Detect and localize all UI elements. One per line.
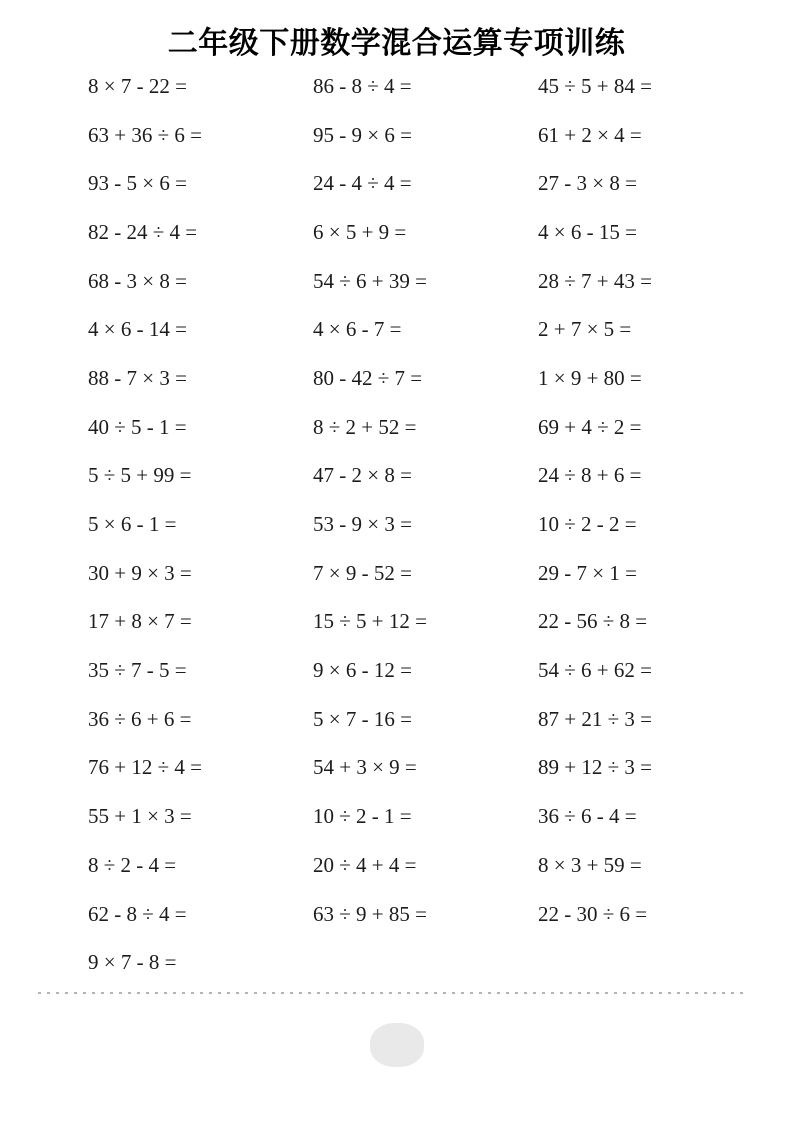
- math-problem: 9 × 7 - 8 =: [88, 950, 177, 975]
- math-problem: 2 + 7 × 5 =: [538, 317, 632, 342]
- math-problem: 6 × 5 + 9 =: [313, 219, 407, 244]
- math-problem: 89 + 12 ÷ 3 =: [538, 755, 652, 780]
- math-problem: 7 × 9 - 52 =: [313, 560, 412, 585]
- math-problem: 27 - 3 × 8 =: [538, 171, 637, 196]
- math-problem: 54 ÷ 6 + 62 =: [538, 658, 652, 683]
- problem-grid: [0, 62, 793, 987]
- math-problem: 10 ÷ 2 - 1 =: [313, 804, 412, 829]
- problem-row: [88, 257, 793, 306]
- math-problem: 95 - 9 × 6 =: [313, 122, 412, 147]
- math-problem: 82 - 24 ÷ 4 =: [88, 219, 198, 244]
- math-problem: 24 - 4 ÷ 4 =: [313, 171, 412, 196]
- problem-row: [88, 938, 793, 987]
- page-break-divider: [38, 992, 745, 994]
- math-problem: 5 × 7 - 16 =: [313, 706, 412, 731]
- math-problem: 76 + 12 ÷ 4 =: [88, 755, 202, 780]
- problem-row: [88, 403, 793, 452]
- math-problem: 61 + 2 × 4 =: [538, 122, 642, 147]
- math-problem: 8 ÷ 2 - 4 =: [88, 852, 177, 877]
- problem-row: [88, 208, 793, 257]
- math-problem: 30 + 9 × 3 =: [88, 560, 192, 585]
- math-problem: 47 - 2 × 8 =: [313, 463, 412, 488]
- math-problem: 45 ÷ 5 + 84 =: [538, 73, 652, 98]
- math-problem: 4 × 6 - 7 =: [313, 317, 402, 342]
- math-problem: 28 ÷ 7 + 43 =: [538, 268, 652, 293]
- math-problem: 63 + 36 ÷ 6 =: [88, 122, 202, 147]
- math-problem: 53 - 9 × 3 =: [313, 512, 412, 537]
- math-problem: 15 ÷ 5 + 12 =: [313, 609, 427, 634]
- problem-row: [88, 111, 793, 160]
- math-problem: 10 ÷ 2 - 2 =: [538, 512, 637, 537]
- problem-row: [88, 452, 793, 501]
- math-problem: 55 + 1 × 3 =: [88, 804, 192, 829]
- problem-row: [88, 890, 793, 939]
- problem-row: [88, 646, 793, 695]
- math-problem: 36 ÷ 6 + 6 =: [88, 706, 192, 731]
- math-problem: 1 × 9 + 80 =: [538, 365, 642, 390]
- problem-row: [88, 549, 793, 598]
- math-problem: 29 - 7 × 1 =: [538, 560, 637, 585]
- math-problem: 4 × 6 - 14 =: [88, 317, 187, 342]
- problem-row: [88, 792, 793, 841]
- math-problem: 35 ÷ 7 - 5 =: [88, 658, 187, 683]
- math-problem: 8 × 3 + 59 =: [538, 852, 642, 877]
- math-problem: 54 ÷ 6 + 39 =: [313, 268, 427, 293]
- worksheet-title: 二年级下册数学混合运算专项训练: [167, 27, 626, 60]
- problem-row: [88, 62, 793, 111]
- problem-row: [88, 305, 793, 354]
- problem-row: [88, 744, 793, 793]
- math-problem: 5 × 6 - 1 =: [88, 512, 177, 537]
- math-problem: 87 + 21 ÷ 3 =: [538, 706, 652, 731]
- math-problem: 88 - 7 × 3 =: [88, 365, 187, 390]
- math-problem: 62 - 8 ÷ 4 =: [88, 901, 187, 926]
- math-problem: 20 ÷ 4 + 4 =: [313, 852, 417, 877]
- footer-placeholder-blob: [370, 1023, 424, 1067]
- math-problem: 5 ÷ 5 + 99 =: [88, 463, 192, 488]
- math-problem: 80 - 42 ÷ 7 =: [313, 365, 423, 390]
- problem-row: [88, 354, 793, 403]
- math-problem: 36 ÷ 6 - 4 =: [538, 804, 637, 829]
- math-problem: 17 + 8 × 7 =: [88, 609, 192, 634]
- problem-row: [88, 159, 793, 208]
- problem-row: [88, 598, 793, 647]
- math-problem: 22 - 56 ÷ 8 =: [538, 609, 648, 634]
- math-problem: 54 + 3 × 9 =: [313, 755, 417, 780]
- math-problem: 22 - 30 ÷ 6 =: [538, 901, 648, 926]
- math-problem: 40 ÷ 5 - 1 =: [88, 414, 187, 439]
- math-problem: 9 × 6 - 12 =: [313, 658, 412, 683]
- math-problem: 8 ÷ 2 + 52 =: [313, 414, 417, 439]
- problem-row: [88, 695, 793, 744]
- problem-row: [88, 500, 793, 549]
- math-problem: 93 - 5 × 6 =: [88, 171, 187, 196]
- math-problem: 68 - 3 × 8 =: [88, 268, 187, 293]
- math-problem: 8 × 7 - 22 =: [88, 73, 187, 98]
- problem-row: [88, 841, 793, 890]
- math-problem: 69 + 4 ÷ 2 =: [538, 414, 642, 439]
- math-problem: 86 - 8 ÷ 4 =: [313, 73, 412, 98]
- math-problem: 4 × 6 - 15 =: [538, 219, 637, 244]
- math-problem: 24 ÷ 8 + 6 =: [538, 463, 642, 488]
- math-problem: 63 ÷ 9 + 85 =: [313, 901, 427, 926]
